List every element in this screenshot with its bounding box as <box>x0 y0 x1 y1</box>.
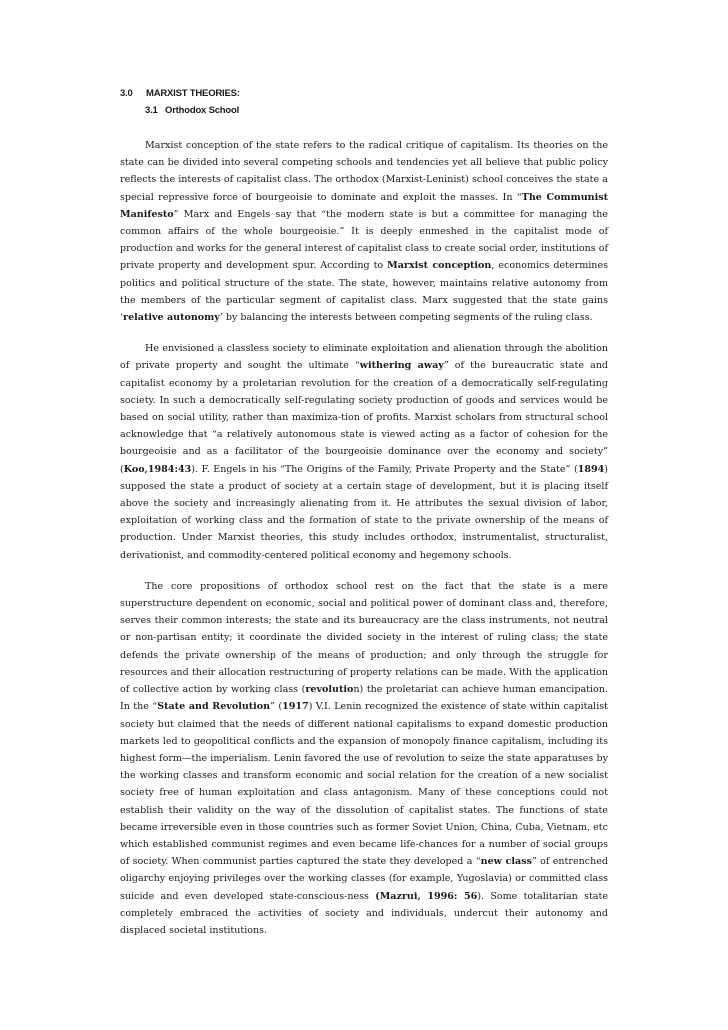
paragraph-1: Marxist conception of the state refers to the radical critique of capitalism. Its theories on the state can be divided into several competing schools and tendencies yet all believe that public policy reflects the interests of capitalist class. The orthodox (Marxist-Leninist) school conceives the state a special repressive force of bourgeoisie to dominate and exploit the masses. In “The Communist Manifesto” Marx and Engels say that “the modern state is but a committee for managing the common affairs of the whole bourgeoisie.” It is deeply enmeshed in the capitalist mode of production and works for the general interest of capitalist class to create social order, institutions of private property and development spur. According to Marxist conception, economics determines politics and political structure of the state. The state, however, maintains relative autonomy from the members of the particular segment of capitalist class. Marx suggested that the state gains ‘relative autonomy’ by balancing the interests between competing segments of the ruling class. <box>120 140 608 324</box>
paragraph-3: The core propositions of orthodox school rest on the fact that the state is a mere superstructure dependent on economic, social and political power of dominant class and, therefore, serves their common interests; the state and its bureaucracy are the class instruments, not neutral or non-partisan entity; it coordinate the divided society in the interest of ruling class; the state defends the private ownership of the means of production; and only through the struggle for resources and their allocation restructuring of property relations can be made. With the application of collective action by working class (revolution) the proletariat can achieve human emancipation. In the “State and Revolution” (1917) V.I. Lenin recognized the existence of state within capitalist society but claimed that the needs of different national capitalisms to expand domestic production markets led to geopolitical conflicts and the expansion of monopoly finance capitalism, including its highest form—the imperialism. Lenin favored the use of revolution to seize the state apparatuses by the working classes and transform economic and social relation for the creation of a new socialist society free of human exploitation and class antagonism. Many of these conceptions could not establish their validity on the way of the dissolution of capitalist states. The functions of state became irreversible even in those countries such as former Soviet Union, China, Cuba, Vietnam, etc which established communist regimes and even became life-chances for a number of social groups of society. When communist parties captured the state they developed a “new class” of entrenched oligarchy enjoying privileges over the working classes (for example, Yugoslavia) or committed class suicide and even developed state-conscious-ness (Mazrui, 1996: 56). Some totalitarian state completely embraced the activities of society and individuals, undercut their autonomy and displaced societal institutions. <box>120 580 609 936</box>
section-number: 3.0 <box>120 88 133 99</box>
subsection-heading <box>145 104 608 117</box>
emphasis-relative-autonomy: relative autonomy <box>123 312 220 324</box>
paragraph-2: He envisioned a classless society to eliminate exploitation and alienation through the abolition of private property and sought the ultimate “withering away” of the bureaucratic state and capitalist economy by a proletarian revolution for the creation of a democratically self-regulating society. In such a democratically self-regulating society production of goods and services would be based on social utility, rather than maximiza-tion of profits. Marxist scholars from structural school acknowledge that “a relatively autonomous state is viewed acting as a factor of cohesion for the bourgeoisie and as a facilitator of the bourgeoisie dominance over the economy and society” (Koo,1984:43). F. Engels in his “The Origins of the Family, Private Property and the State” (1894) supposed the state a product of society at a certain stage of development, but it is placing itself above the society and increasingly alienating from it. He attributes the sexual division of labor, exploitation of working class and the formation of state to the private ownership of the means of production. Under Marxist theories, this study includes orthodox, instrumentalist, structuralist, derivationist, and commodity-centered political economy and hegemony schools. <box>120 343 608 561</box>
emphasis-communist-manifesto: The Communist Manifesto <box>120 191 608 220</box>
page-content <box>120 87 608 939</box>
subsection-title: Orthodox School <box>165 105 240 116</box>
emphasis-revolution: revolutio <box>305 684 354 696</box>
section-title: MARXIST THEORIES: <box>146 88 240 99</box>
emphasis-year-1894: 1894 <box>577 463 605 475</box>
citation-mazrui: (Mazrui, 1996: 56 <box>375 890 478 902</box>
emphasis-withering-away: withering away <box>359 360 444 372</box>
section-heading <box>120 87 608 100</box>
citation-koo: Koo,1984:43 <box>123 463 192 475</box>
emphasis-year-1917: 1917 <box>282 701 309 713</box>
emphasis-marxist-conception: Marxist conception <box>387 260 492 272</box>
emphasis-new-class: new class <box>480 856 532 868</box>
subsection-number: 3.1 <box>145 105 158 116</box>
emphasis-state-and-revolution: State and Revolution <box>157 701 271 713</box>
